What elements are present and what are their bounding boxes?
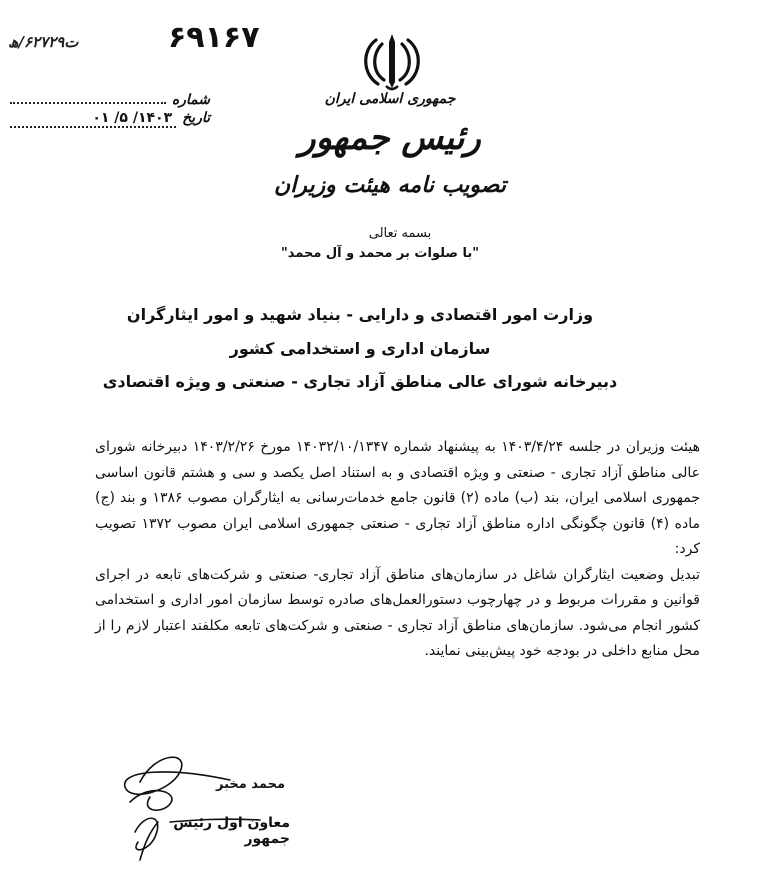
national-emblem-icon <box>356 30 428 94</box>
number-value <box>10 86 166 104</box>
body-paragraph: تبدیل وضعیت ایثارگران شاغل در سازمان‌های مناطق آزاد تجاری- صنعتی و شرکت‌های تابعه در اجرای قوانین و مقررات مربوط و در چهارچوب دستورالعمل‌های صادره توسط سازمان امور اداری و استخدامی کشور انجام می‌شود. سازمان‌های مناطق آزاد تجاری - صنعتی و شرکت‌های تابعه مکلفند اعتبار لازم را از محل منابع داخلی در بودجه خود پیش‌بینی نمایند. <box>95 566 700 659</box>
office-title: رئیس جمهور <box>299 118 481 158</box>
salawat: "با صلوات بر محمد و آل محمد" <box>280 246 480 261</box>
date-label: تاریخ <box>182 110 210 126</box>
decree-title: تصویب نامه هیئت وزیران <box>274 172 506 198</box>
body-paragraph: هیئت وزیران در جلسه ۱۴۰۳/۴/۲۴ به پیشنهاد شماره ۱۴۰۳۲/۱۰/۱۳۴۷ مورخ ۱۴۰۳/۲/۲۶ دبیرخانه شورای عالی مناطق آزاد تجاری - صنعتی و ویژه اقتصادی و به استناد اصل یکصد و سی و هشتم قانون اساسی جمهوری اسلامی ایران، بند (ب) ماده (۲) قانون جامع خدمات‌رسانی به ایثارگران مصوب ۱۳۸۶ و بند (ج) ماده (۴) قانون چگونگی اداره مناطق آزاد تجاری - صنعتی جمهوری اسلامی ایران مصوب ۱۳۷۲ تصویب کرد: <box>95 439 701 557</box>
recipient-line: سازمان اداری و استخدامی کشور <box>229 339 491 358</box>
number-field <box>10 86 210 108</box>
country-name: جمهوری اسلامی ایران <box>324 91 456 107</box>
stamp-number: ۶۹۱۶۷ <box>168 20 260 55</box>
bismillah: بسمه تعالی <box>368 226 432 241</box>
signer-name: محمد مخبر <box>216 777 285 792</box>
date-field <box>10 110 210 128</box>
decree-body <box>95 435 700 665</box>
date-value: ۱۴۰۳/ ۵/ ۰۱ <box>10 110 176 128</box>
recipient-line: دبیرخانه شورای عالی مناطق آزاد تجاری - صنعتی و ویژه اقتصادی <box>102 372 618 391</box>
number-label: شماره <box>171 92 210 108</box>
recipient-line: وزارت امور اقتصادی و دارایی - بنیاد شهید و امور ایثارگران <box>126 305 594 324</box>
reference-code: ت۶۲۷۲۹/ھ <box>8 33 79 51</box>
signer-title: معاون اول رئیس جمهور <box>173 815 290 847</box>
